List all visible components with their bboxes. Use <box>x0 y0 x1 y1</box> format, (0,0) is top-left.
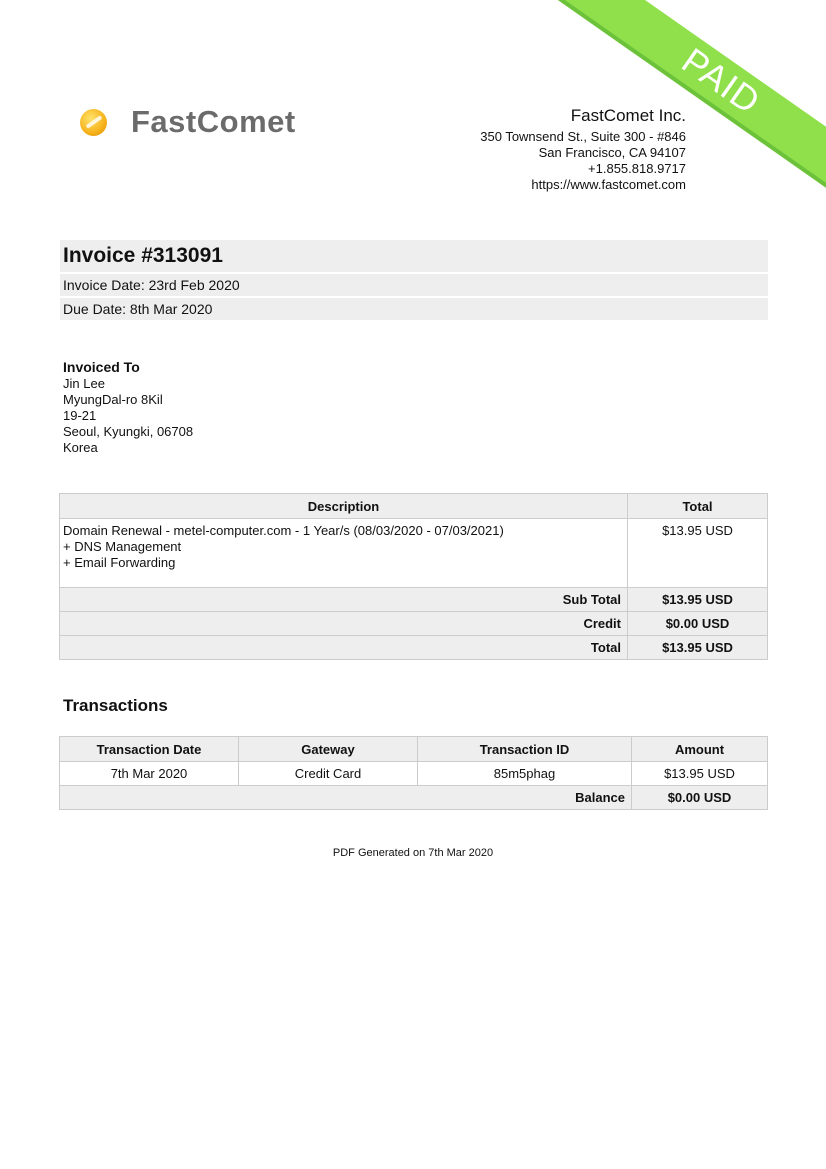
total-value: $13.95 USD <box>628 636 768 660</box>
item-addon-line: + Email Forwarding <box>63 555 176 570</box>
balance-value: $0.00 USD <box>632 786 768 810</box>
gateway-header: Gateway <box>239 737 418 762</box>
item-addon-line: + DNS Management <box>63 539 182 554</box>
invoice-due-date: Due Date: 8th Mar 2020 <box>60 298 768 320</box>
logo-text: FastComet <box>131 104 296 139</box>
transaction-id-header: Transaction ID <box>418 737 632 762</box>
invoiced-to-heading: Invoiced To <box>63 359 140 375</box>
company-address-block <box>480 105 686 193</box>
comet-logo-icon <box>80 109 107 136</box>
invoice-header <box>60 240 768 322</box>
invoice-items-table <box>59 493 768 660</box>
transaction-amount: $13.95 USD <box>632 762 768 786</box>
subtotal-row <box>60 588 768 612</box>
company-phone: +1.855.818.9717 <box>588 161 686 176</box>
credit-value: $0.00 USD <box>628 612 768 636</box>
transactions-table <box>59 736 768 810</box>
invoice-title: Invoice #313091 <box>60 240 768 272</box>
transaction-gateway: Credit Card <box>239 762 418 786</box>
client-country: Korea <box>63 440 98 455</box>
invoice-date: Invoice Date: 23rd Feb 2020 <box>60 274 768 296</box>
credit-row <box>60 612 768 636</box>
item-description <box>60 519 628 588</box>
items-header-row <box>60 494 768 519</box>
description-header: Description <box>60 494 628 519</box>
company-website: https://www.fastcomet.com <box>531 177 686 192</box>
table-row <box>60 519 768 588</box>
client-name: Jin Lee <box>63 376 105 391</box>
subtotal-value: $13.95 USD <box>628 588 768 612</box>
item-total: $13.95 USD <box>628 519 768 588</box>
company-name: FastComet Inc. <box>570 106 686 125</box>
company-address-line2: San Francisco, CA 94107 <box>538 145 686 160</box>
transaction-date: 7th Mar 2020 <box>60 762 239 786</box>
client-building: 19-21 <box>63 408 97 423</box>
transaction-date-header: Transaction Date <box>60 737 239 762</box>
client-street: MyungDal-ro 8Kil <box>63 392 163 407</box>
total-label: Total <box>60 636 628 660</box>
amount-header: Amount <box>632 737 768 762</box>
transaction-id: 85m5phag <box>418 762 632 786</box>
table-row <box>60 762 768 786</box>
balance-label: Balance <box>60 786 632 810</box>
invoiced-to-block <box>63 359 193 456</box>
paid-status-ribbon: PAID <box>542 0 826 218</box>
brand-logo <box>80 104 296 140</box>
pdf-generated-footer: PDF Generated on 7th Mar 2020 <box>332 847 494 859</box>
client-city: Seoul, Kyungki, 06708 <box>63 424 194 439</box>
balance-row <box>60 786 768 810</box>
total-header: Total <box>628 494 768 519</box>
total-row <box>60 636 768 660</box>
transactions-header-row <box>60 737 768 762</box>
company-address-line1: 350 Townsend St., Suite 300 - #846 <box>480 129 686 144</box>
transactions-title: Transactions <box>63 696 168 715</box>
credit-label: Credit <box>60 612 628 636</box>
subtotal-label: Sub Total <box>60 588 628 612</box>
item-description-line: Domain Renewal - metel-computer.com - 1 Year/s (08/03/2020 - 07/03/2021) <box>63 523 504 538</box>
